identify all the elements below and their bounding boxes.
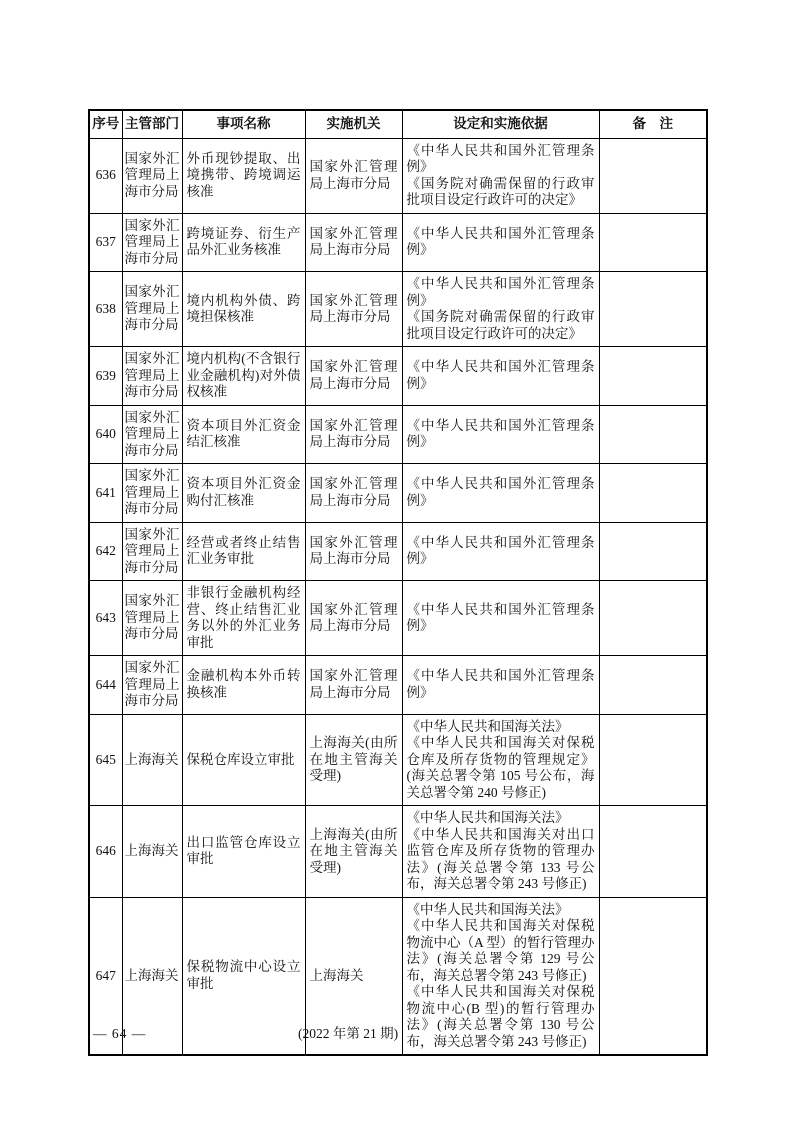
cell-serial-number: 638 <box>89 272 122 347</box>
cell-remarks <box>599 806 707 898</box>
cell-implementing-agency: 国家外汇管理局上海市分局 <box>305 522 402 581</box>
basis-entry: 《中华人民共和国海关对保税仓库及所存货物的管理规定》(海关总署令第 105 号公布，海关总署令第 240 号修正) <box>406 735 595 800</box>
table-header <box>89 110 707 138</box>
col-header-department: 主管部门 <box>122 110 182 138</box>
cell-remarks <box>599 272 707 347</box>
cell-legal-basis <box>402 714 599 806</box>
cell-implementing-agency: 国家外汇管理局上海市分局 <box>305 464 402 523</box>
cell-department: 上海海关 <box>122 897 182 1055</box>
col-header-implementing-agency: 实施机关 <box>305 110 402 138</box>
basis-entry: 《中华人民共和国海关对保税物流中心(B 型)的暂行管理办法》(海关总署令第 130 号公布，海关总署令第 243 号修正) <box>406 984 595 1049</box>
cell-remarks <box>599 213 707 272</box>
cell-department: 国家外汇管理局上海市分局 <box>122 213 182 272</box>
cell-department: 国家外汇管理局上海市分局 <box>122 347 182 406</box>
cell-serial-number: 646 <box>89 806 122 898</box>
cell-item-name: 资本项目外汇资金结汇核准 <box>182 405 305 464</box>
cell-department: 上海海关 <box>122 714 182 806</box>
cell-implementing-agency: 上海海关(由所在地主管海关受理) <box>305 714 402 806</box>
cell-item-name: 非银行金融机构经营、终止结售汇业务以外的外汇业务审批 <box>182 581 305 656</box>
table-row <box>89 656 707 715</box>
basis-entry: 《国务院对确需保留的行政审批项目设定行政许可的决定》 <box>406 309 595 341</box>
basis-entry: 《中华人民共和国外汇管理条例》 <box>406 534 595 567</box>
cell-department: 国家外汇管理局上海市分局 <box>122 405 182 464</box>
cell-implementing-agency: 国家外汇管理局上海市分局 <box>305 138 402 213</box>
cell-department: 国家外汇管理局上海市分局 <box>122 272 182 347</box>
table-row <box>89 272 707 347</box>
page-footer <box>0 1026 793 1046</box>
cell-serial-number: 636 <box>89 138 122 213</box>
table-row <box>89 464 707 523</box>
cell-serial-number: 644 <box>89 656 122 715</box>
basis-entry: 《中华人民共和国海关对出口监管仓库及所存货物的管理办法》(海关总署令第 133 号公布，海关总署令第 243 号修正) <box>406 826 595 891</box>
basis-entry: 《国务院对确需保留的行政审批项目设定行政许可的决定》 <box>406 175 595 207</box>
table-row <box>89 405 707 464</box>
cell-department: 国家外汇管理局上海市分局 <box>122 522 182 581</box>
cell-implementing-agency: 国家外汇管理局上海市分局 <box>305 581 402 656</box>
basis-entry: 《中华人民共和国外汇管理条例》 <box>406 417 595 450</box>
cell-legal-basis <box>402 213 599 272</box>
table-row <box>89 213 707 272</box>
cell-implementing-agency: 国家外汇管理局上海市分局 <box>305 656 402 715</box>
cell-item-name: 外币现钞提取、出境携带、跨境调运核准 <box>182 138 305 213</box>
basis-entry: 《中华人民共和国外汇管理条例》 <box>406 601 595 633</box>
col-header-serial-number: 序号 <box>89 110 122 138</box>
cell-item-name: 境内机构(不含银行业金融机构)对外债权核准 <box>182 347 305 406</box>
cell-item-name: 资本项目外汇资金购付汇核准 <box>182 464 305 523</box>
table-row <box>89 522 707 581</box>
cell-remarks <box>599 656 707 715</box>
cell-remarks <box>599 581 707 656</box>
table-row <box>89 138 707 213</box>
basis-entry: 《中华人民共和国外汇管理条例》 <box>406 476 595 508</box>
cell-department: 国家外汇管理局上海市分局 <box>122 581 182 656</box>
cell-item-name: 保税物流中心设立审批 <box>182 897 305 1055</box>
cell-remarks <box>599 138 707 213</box>
cell-serial-number: 640 <box>89 405 122 464</box>
col-header-legal-basis: 设定和实施依据 <box>402 110 599 138</box>
cell-implementing-agency: 国家外汇管理局上海市分局 <box>305 272 402 347</box>
table-row <box>89 806 707 898</box>
cell-implementing-agency: 国家外汇管理局上海市分局 <box>305 347 402 406</box>
cell-legal-basis <box>402 522 599 581</box>
cell-remarks <box>599 464 707 523</box>
cell-department: 上海海关 <box>122 806 182 898</box>
cell-serial-number: 645 <box>89 714 122 806</box>
cell-legal-basis <box>402 581 599 656</box>
cell-legal-basis <box>402 464 599 523</box>
basis-entry: 《中华人民共和国外汇管理条例》 <box>406 225 595 258</box>
cell-remarks <box>599 522 707 581</box>
cell-legal-basis <box>402 806 599 898</box>
basis-entry: 《中华人民共和国海关法》 <box>406 718 569 734</box>
cell-remarks <box>599 347 707 406</box>
cell-serial-number: 647 <box>89 897 122 1055</box>
approval-items-table <box>88 109 708 1056</box>
cell-legal-basis <box>402 138 599 213</box>
col-header-item-name: 事项名称 <box>182 110 305 138</box>
cell-serial-number: 641 <box>89 464 122 523</box>
cell-serial-number: 642 <box>89 522 122 581</box>
basis-entry: 《中华人民共和国外汇管理条例》 <box>406 359 595 391</box>
cell-item-name: 出口监管仓库设立审批 <box>182 806 305 898</box>
cell-serial-number: 639 <box>89 347 122 406</box>
cell-serial-number: 643 <box>89 581 122 656</box>
cell-department: 国家外汇管理局上海市分局 <box>122 138 182 213</box>
cell-item-name: 金融机构本外币转换核准 <box>182 656 305 715</box>
cell-implementing-agency: 上海海关 <box>305 897 402 1055</box>
cell-item-name: 境内机构外债、跨境担保核准 <box>182 272 305 347</box>
cell-legal-basis <box>402 405 599 464</box>
basis-entry: 《中华人民共和国海关法》 <box>406 901 569 917</box>
cell-legal-basis <box>402 347 599 406</box>
page-number: — 64 — <box>93 1026 147 1041</box>
cell-item-name: 经营或者终止结售汇业务审批 <box>182 522 305 581</box>
basis-entry: 《中华人民共和国海关对保税物流中心（A 型）的暂行管理办法》(海关总署令第 129 号公布，海关总署令第 243 号修正) <box>406 918 595 983</box>
table-row <box>89 347 707 406</box>
basis-entry: 《中华人民共和国外汇管理条例》 <box>406 142 595 174</box>
table-header-row <box>89 110 707 138</box>
cell-legal-basis <box>402 656 599 715</box>
cell-item-name: 跨境证券、衍生产品外汇业务核准 <box>182 213 305 272</box>
cell-department: 国家外汇管理局上海市分局 <box>122 464 182 523</box>
cell-implementing-agency: 上海海关(由所在地主管海关受理) <box>305 806 402 898</box>
cell-implementing-agency: 国家外汇管理局上海市分局 <box>305 213 402 272</box>
cell-implementing-agency: 国家外汇管理局上海市分局 <box>305 405 402 464</box>
table-row <box>89 714 707 806</box>
basis-entry: 《中华人民共和国海关法》 <box>406 810 569 825</box>
cell-remarks <box>599 714 707 806</box>
issue-label: (2022 年第 21 期) <box>298 1026 399 1041</box>
cell-item-name: 保税仓库设立审批 <box>182 714 305 806</box>
col-header-remarks: 备 注 <box>599 110 707 138</box>
cell-legal-basis <box>402 272 599 347</box>
basis-entry: 《中华人民共和国外汇管理条例》 <box>406 276 595 308</box>
table-body <box>89 138 707 1055</box>
cell-serial-number: 637 <box>89 213 122 272</box>
basis-entry: 《中华人民共和国外汇管理条例》 <box>406 668 595 700</box>
cell-remarks <box>599 405 707 464</box>
table-row <box>89 581 707 656</box>
cell-department: 国家外汇管理局上海市分局 <box>122 656 182 715</box>
